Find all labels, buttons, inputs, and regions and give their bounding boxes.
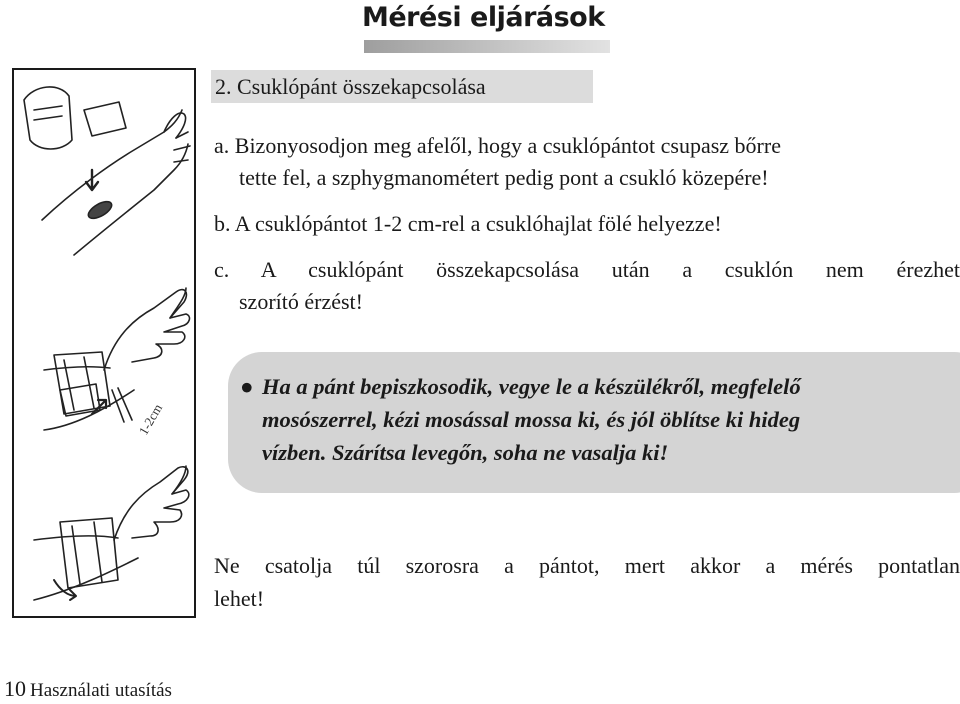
- page-title: Mérési eljárások: [362, 2, 605, 33]
- page-number: 10: [4, 676, 26, 701]
- cuff-3: [60, 518, 118, 588]
- section-heading: 2. Csuklópánt összekapcsolása: [211, 70, 593, 103]
- distance-label: 1-2cm: [135, 401, 166, 438]
- step-a-line2: tette fel, a szphygmanométert pedig pont a csukló közepére!: [239, 165, 769, 190]
- step-a-line1: a. Bizonyosodjon meg afelől, hogy a csuklópántot csupasz bőrre: [214, 133, 781, 158]
- footer-label: Használati utasítás: [30, 680, 172, 701]
- step-b: [214, 208, 960, 240]
- hand-outline-2: [104, 290, 189, 370]
- hand-outline-3: [114, 467, 189, 540]
- step-c-line1: c. A csuklópánt összekapcsolása után a csuklón nem érezhet: [214, 257, 960, 282]
- title-underline-bar: [364, 40, 610, 53]
- tightness-warning: [214, 549, 960, 615]
- cleaning-note: [240, 370, 960, 469]
- note-line2: mosószerrel, kézi mosással mossa ki, és jól öblítse ki hideg: [262, 407, 801, 432]
- note-line1: Ha a pánt bepiszkosodik, vegye le a készülékről, megfelelő: [262, 374, 801, 399]
- note-line3: vízben. Szárítsa levegőn, soha ne vasalja ki!: [262, 440, 669, 465]
- warning-line1: Ne csatolja túl szorosra a pántot, mert akkor a mérés pontatlan: [214, 553, 960, 578]
- illustration-panel: [12, 68, 196, 618]
- step-c-line2: szorító érzést!: [239, 289, 363, 314]
- page-footer: [4, 676, 172, 702]
- warning-line2: lehet!: [214, 586, 265, 611]
- arm-outline-1b: [74, 144, 188, 255]
- step-c: [214, 254, 960, 318]
- step-a: [214, 130, 960, 194]
- bullet-icon: ●: [240, 374, 254, 399]
- monitor-1: [84, 102, 126, 136]
- wrist-mark-1: [86, 198, 115, 221]
- arrow-down-1: [86, 170, 98, 190]
- wrist-cuff-illustration: [14, 70, 198, 620]
- arm-outline-3: [34, 536, 138, 600]
- step-b-text: b. A csuklópántot 1-2 cm-rel a csuklóhajlat fölé helyezze!: [214, 211, 722, 236]
